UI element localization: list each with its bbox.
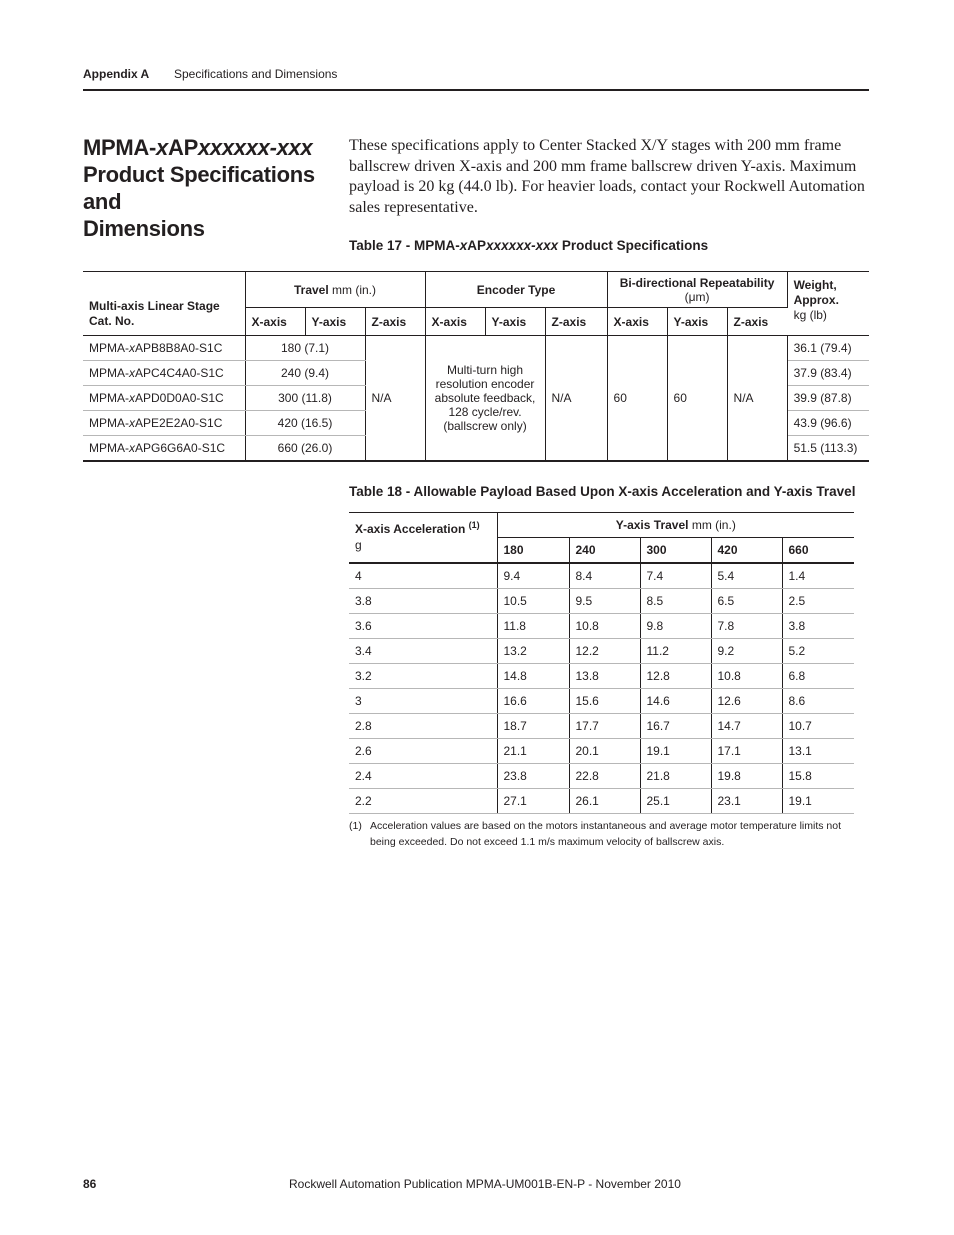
weight-cell: 39.9 (87.8) (787, 386, 869, 411)
header-travel-300: 300 (640, 538, 711, 564)
accel-cell: 2.8 (349, 714, 497, 739)
weight-cell: 36.1 (79.4) (787, 336, 869, 361)
table-row (349, 664, 854, 689)
table-row (349, 689, 854, 714)
header-y-travel (497, 513, 854, 538)
accel-cell: 3.8 (349, 589, 497, 614)
table-row (349, 714, 854, 739)
payload-cell: 6.8 (782, 664, 854, 689)
cat-no-cell (83, 386, 245, 411)
table17-caption-x: x (459, 238, 468, 253)
payload-cell: 10.5 (497, 589, 569, 614)
header-travel (245, 272, 425, 308)
table18-caption: Table 18 - Allowable Payload Based Upon X-axis Acceleration and Y-axis Travel (349, 484, 856, 499)
table17-caption-ap: AP (467, 238, 487, 253)
product-spec-table (83, 271, 869, 462)
payload-cell: 20.1 (569, 739, 640, 764)
header-encoder: Encoder Type (425, 272, 607, 308)
header-section: Specifications and Dimensions (174, 67, 338, 81)
cat-no-suffix: APE2E2A0-S1C (135, 416, 223, 430)
payload-cell: 14.7 (711, 714, 782, 739)
travel-x-cell: 420 (16.5) (245, 411, 365, 436)
payload-cell: 13.8 (569, 664, 640, 689)
payload-cell: 14.8 (497, 664, 569, 689)
payload-cell: 22.8 (569, 764, 640, 789)
travel-x-cell: 180 (7.1) (245, 336, 365, 361)
publication-info: Rockwell Automation Publication MPMA-UM001B-EN-P - November 2010 (289, 1177, 681, 1191)
payload-cell: 10.7 (782, 714, 854, 739)
header-encoder-y: Y-axis (485, 308, 545, 336)
header-travel-unit: mm (in.) (328, 282, 377, 297)
section-title (83, 134, 338, 242)
header-weight-line2: Approx. (793, 293, 839, 307)
cat-no-x: x (129, 440, 135, 455)
accel-cell: 3.4 (349, 639, 497, 664)
cat-no-prefix: MPMA- (89, 416, 129, 430)
header-cat-no (83, 272, 245, 336)
cat-no-suffix: APC4C4A0-S1C (135, 366, 224, 380)
cat-no-cell (83, 436, 245, 461)
header-repeatability (607, 272, 787, 308)
header-repeat-x: X-axis (607, 308, 667, 336)
page-number: 86 (83, 1177, 97, 1191)
payload-cell: 8.6 (782, 689, 854, 714)
cat-no-cell (83, 361, 245, 386)
repeat-x-cell: 60 (607, 336, 667, 461)
accel-cell: 2.6 (349, 739, 497, 764)
header-y-travel-unit: mm (in.) (688, 518, 736, 532)
table17-caption-suffix: Product Specifications (558, 238, 709, 253)
payload-cell: 17.1 (711, 739, 782, 764)
cat-no-suffix: APG6G6A0-S1C (135, 440, 226, 455)
header-travel-x: X-axis (245, 308, 305, 336)
table-row (83, 336, 869, 361)
accel-cell: 3.6 (349, 614, 497, 639)
payload-cell: 15.8 (782, 764, 854, 789)
payload-cell: 14.6 (640, 689, 711, 714)
payload-cell: 27.1 (497, 789, 569, 814)
payload-cell: 21.8 (640, 764, 711, 789)
payload-cell: 19.1 (782, 789, 854, 814)
footnote-number: (1) (349, 820, 362, 832)
header-x-accel-label: X-axis Acceleration (355, 522, 469, 536)
accel-cell: 4 (349, 563, 497, 589)
travel-x-cell: 300 (11.8) (245, 386, 365, 411)
payload-cell: 19.1 (640, 739, 711, 764)
cat-no-prefix: MPMA- (89, 440, 129, 455)
payload-cell: 18.7 (497, 714, 569, 739)
cat-no-prefix: MPMA- (89, 391, 129, 405)
payload-cell: 1.4 (782, 563, 854, 589)
header-cat-no-line2: Cat. No. (89, 314, 135, 328)
payload-cell: 8.4 (569, 563, 640, 589)
travel-x-cell: 660 (26.0) (245, 436, 365, 461)
table-row (349, 639, 854, 664)
payload-cell: 5.4 (711, 563, 782, 589)
table-row (349, 739, 854, 764)
payload-cell: 3.8 (782, 614, 854, 639)
header-rule (83, 89, 869, 91)
payload-cell: 10.8 (569, 614, 640, 639)
accel-cell: 3.2 (349, 664, 497, 689)
title-ap: AP (167, 135, 198, 160)
title-suffix: xxxxxx-xxx (197, 135, 313, 160)
payload-cell: 12.2 (569, 639, 640, 664)
travel-z-cell: N/A (365, 336, 425, 461)
table17-caption-italic: xxxxxx-xxx (486, 238, 559, 253)
table-row (349, 614, 854, 639)
payload-cell: 19.8 (711, 764, 782, 789)
table-row (349, 563, 854, 589)
weight-cell: 37.9 (83.4) (787, 361, 869, 386)
payload-cell: 16.7 (640, 714, 711, 739)
title-x: x (156, 135, 168, 160)
payload-cell: 16.6 (497, 689, 569, 714)
repeat-z-cell: N/A (727, 336, 787, 461)
accel-cell: 3 (349, 689, 497, 714)
payload-cell: 23.8 (497, 764, 569, 789)
accel-cell: 2.4 (349, 764, 497, 789)
payload-cell: 6.5 (711, 589, 782, 614)
payload-cell: 2.5 (782, 589, 854, 614)
header-travel-660: 660 (782, 538, 854, 564)
accel-cell: 2.2 (349, 789, 497, 814)
footnote-text: Acceleration values are based on the motors instantaneous and average motor temperature limits not being exceeded. Do not exceed 1.1 m/s maximum velocity of ballscrew axis. (370, 820, 842, 848)
payload-cell: 5.2 (782, 639, 854, 664)
payload-cell: 26.1 (569, 789, 640, 814)
payload-cell: 17.7 (569, 714, 640, 739)
header-repeat-y: Y-axis (667, 308, 727, 336)
payload-cell: 9.5 (569, 589, 640, 614)
table-row (349, 764, 854, 789)
payload-cell: 10.8 (711, 664, 782, 689)
cat-no-x: x (129, 391, 135, 405)
header-repeat-z: Z-axis (727, 308, 787, 336)
weight-cell: 43.9 (96.6) (787, 411, 869, 436)
header-x-accel-unit: g (355, 538, 362, 552)
header-encoder-z: Z-axis (545, 308, 607, 336)
payload-cell: 13.2 (497, 639, 569, 664)
payload-cell: 13.1 (782, 739, 854, 764)
intro-paragraph: These specifications apply to Center Stacked X/Y stages with 200 mm frame ballscrew driven X-axis and 200 mm frame ballscrew driven Y-axis. Maximum payload is 20 kg (44.0 lb). For heavier loads, contact your Rockwell Automation sales representative. (349, 137, 865, 216)
encoder-z-cell: N/A (545, 336, 607, 461)
header-travel-z: Z-axis (365, 308, 425, 336)
table17-caption-prefix: Table 17 - MPMA- (349, 238, 460, 253)
cat-no-suffix: APB8B8A0-S1C (135, 341, 223, 355)
title-line3: Dimensions (83, 216, 205, 241)
payload-cell: 25.1 (640, 789, 711, 814)
table-row (349, 589, 854, 614)
header-travel-label: Travel (293, 282, 329, 297)
table-row (349, 789, 854, 814)
repeat-y-cell: 60 (667, 336, 727, 461)
header-x-accel (349, 513, 497, 564)
table17-caption (349, 238, 708, 253)
title-line2: Product Specifications and (83, 162, 315, 214)
header-travel-240: 240 (569, 538, 640, 564)
header-y-travel-label: Y-axis Travel (615, 518, 689, 532)
cat-no-x: x (129, 341, 135, 355)
header-weight-unit: kg (lb) (793, 308, 827, 322)
payload-cell: 7.4 (640, 563, 711, 589)
header-appendix: Appendix A (83, 67, 150, 81)
cat-no-suffix: APD0D0A0-S1C (135, 391, 224, 405)
payload-cell: 11.8 (497, 614, 569, 639)
weight-cell: 51.5 (113.3) (787, 436, 869, 461)
cat-no-cell (83, 411, 245, 436)
header-travel-420: 420 (711, 538, 782, 564)
payload-cell: 11.2 (640, 639, 711, 664)
payload-table (349, 512, 854, 814)
header-cat-no-line1: Multi-axis Linear Stage (89, 299, 220, 313)
header-travel-180: 180 (497, 538, 569, 564)
header-repeat-label: Bi-directional Repeatability (619, 275, 775, 290)
header-weight (787, 272, 869, 336)
payload-cell: 9.8 (640, 614, 711, 639)
payload-cell: 9.2 (711, 639, 782, 664)
payload-cell: 15.6 (569, 689, 640, 714)
cat-no-prefix: MPMA- (89, 341, 129, 355)
payload-cell: 7.8 (711, 614, 782, 639)
cat-no-cell (83, 336, 245, 361)
encoder-desc-cell: Multi-turn high resolution encoder absolute feedback, 128 cycle/rev. (ballscrew only) (425, 336, 545, 461)
cat-no-prefix: MPMA- (89, 366, 129, 380)
header-weight-line1: Weight, (793, 278, 837, 292)
title-prefix: MPMA- (83, 135, 157, 160)
payload-cell: 23.1 (711, 789, 782, 814)
header-repeat-unit: (μm) (684, 289, 710, 304)
payload-cell: 12.6 (711, 689, 782, 714)
header-travel-y: Y-axis (305, 308, 365, 336)
payload-cell: 8.5 (640, 589, 711, 614)
header-encoder-x: X-axis (425, 308, 485, 336)
travel-x-cell: 240 (9.4) (245, 361, 365, 386)
payload-cell: 21.1 (497, 739, 569, 764)
cat-no-x: x (129, 416, 135, 430)
payload-cell: 12.8 (640, 664, 711, 689)
footnote-ref: (1) (468, 520, 480, 530)
cat-no-x: x (129, 366, 135, 380)
payload-cell: 9.4 (497, 563, 569, 589)
